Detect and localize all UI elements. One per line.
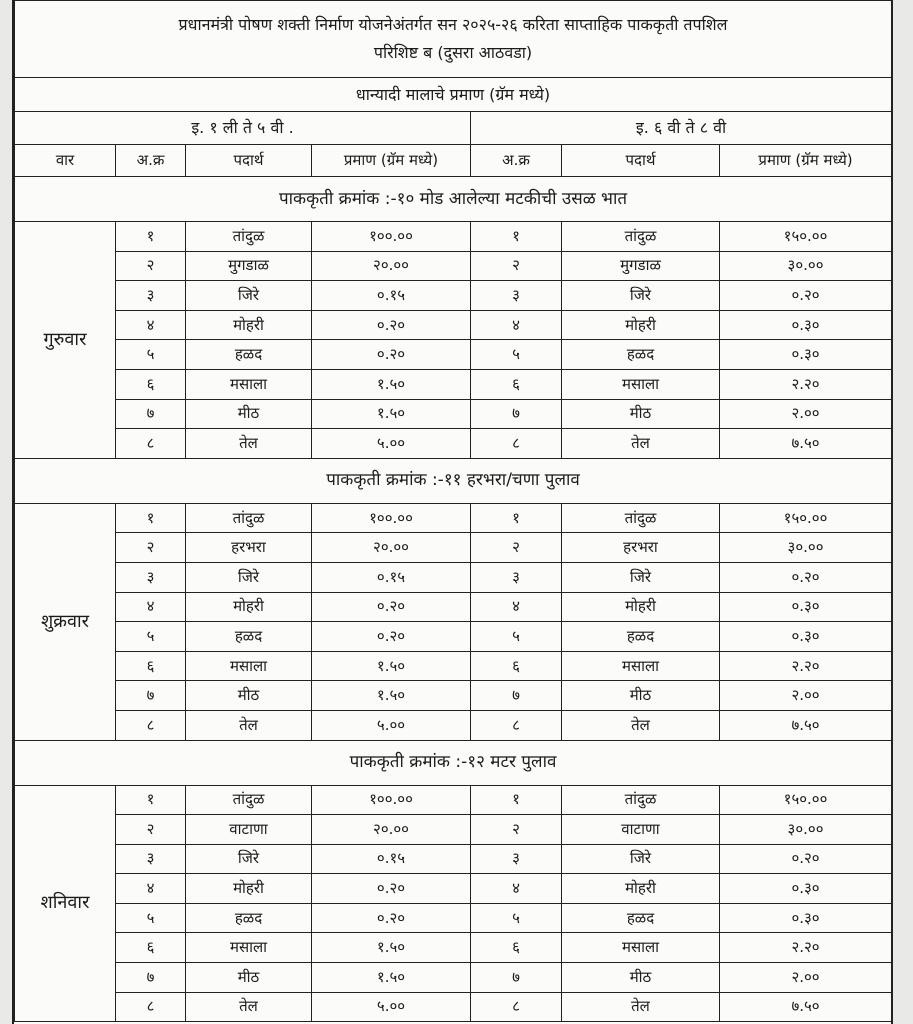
sr-cell-2: ४ (471, 592, 562, 622)
qty-low-cell: ०.१५ (312, 281, 471, 311)
item-cell: मीठ (186, 399, 312, 429)
table-row (15, 310, 892, 340)
sr-cell: २ (116, 815, 186, 845)
item-cell-2: मसाला (562, 369, 720, 399)
sr-cell: ५ (116, 340, 186, 370)
item-cell-2: मीठ (562, 399, 720, 429)
title-row (15, 1, 892, 78)
sr-cell: ७ (116, 963, 186, 993)
item-cell-2: मसाला (562, 933, 720, 963)
sr-cell-2: २ (471, 533, 562, 563)
sr-cell-2: ७ (471, 399, 562, 429)
qty-low-cell: १.५० (312, 681, 471, 711)
col-qty-low: प्रमाण (ग्रॅम मध्ये) (312, 145, 471, 177)
sr-cell: ६ (116, 933, 186, 963)
sr-cell: ४ (116, 592, 186, 622)
qty-high-cell: ०.३० (720, 903, 892, 933)
qty-high-cell: ७.५० (720, 429, 892, 459)
col-sr-2: अ.क्र (471, 145, 562, 177)
qty-high-cell: ०.२० (720, 844, 892, 874)
sr-cell: ३ (116, 562, 186, 592)
table-row (15, 622, 892, 652)
sr-cell: ७ (116, 399, 186, 429)
sr-cell: ४ (116, 310, 186, 340)
table-row (15, 681, 892, 711)
table-row (15, 399, 892, 429)
item-cell: मोहरी (186, 592, 312, 622)
qty-high-cell: ०.२० (720, 281, 892, 311)
qty-low-cell: १.५० (312, 933, 471, 963)
col-item-2: पदार्थ (562, 145, 720, 177)
qty-high-cell: ३०.०० (720, 251, 892, 281)
item-cell-2: मीठ (562, 681, 720, 711)
item-cell-2: तेल (562, 992, 720, 1022)
sr-cell-2: ८ (471, 429, 562, 459)
table-row (15, 503, 892, 533)
day-cell: शुक्रवार (15, 503, 116, 740)
item-cell: तेल (186, 710, 312, 740)
recipe-title-row (15, 458, 892, 503)
day-cell: शनिवार (15, 785, 116, 1022)
sr-cell: २ (116, 533, 186, 563)
qty-low-cell: ०.२० (312, 903, 471, 933)
qty-high-cell: ०.३० (720, 310, 892, 340)
qty-high-cell: १५०.०० (720, 222, 892, 252)
item-cell: जिरे (186, 562, 312, 592)
qty-high-cell: ७.५० (720, 992, 892, 1022)
qty-low-cell: १.५० (312, 399, 471, 429)
col-qty-high: प्रमाण (ग्रॅम मध्ये) (720, 145, 892, 177)
item-cell: तांदुळ (186, 222, 312, 252)
sr-cell: १ (116, 222, 186, 252)
col-day: वार (15, 145, 116, 177)
qty-low-cell: १.५० (312, 651, 471, 681)
sr-cell: ५ (116, 903, 186, 933)
sr-cell-2: ७ (471, 963, 562, 993)
item-cell: जिरे (186, 281, 312, 311)
sr-cell: ६ (116, 369, 186, 399)
sr-cell-2: २ (471, 815, 562, 845)
sr-cell-2: ६ (471, 369, 562, 399)
qty-low-cell: १.५० (312, 369, 471, 399)
qty-low-cell: २०.०० (312, 251, 471, 281)
document-title (15, 1, 892, 78)
item-cell: तेल (186, 992, 312, 1022)
recipe-title-row (15, 740, 892, 785)
item-cell-2: तेल (562, 429, 720, 459)
sr-cell-2: १ (471, 222, 562, 252)
sr-cell: ८ (116, 429, 186, 459)
column-header-row (15, 145, 892, 177)
qty-high-cell: ०.३० (720, 592, 892, 622)
qty-low-cell: ०.१५ (312, 562, 471, 592)
table-row (15, 429, 892, 459)
qty-high-cell: ७.५० (720, 710, 892, 740)
recipe-table (14, 0, 892, 1022)
table-row (15, 281, 892, 311)
sr-cell-2: ८ (471, 992, 562, 1022)
qty-high-cell: १५०.०० (720, 503, 892, 533)
qty-high-cell: २.२० (720, 651, 892, 681)
table-row (15, 592, 892, 622)
sr-cell-2: ७ (471, 681, 562, 711)
qty-low-cell: ०.२० (312, 622, 471, 652)
table-row (15, 815, 892, 845)
item-cell-2: तांदुळ (562, 785, 720, 815)
subtitle-row (15, 78, 892, 112)
sr-cell-2: ४ (471, 874, 562, 904)
qty-low-cell: २०.०० (312, 815, 471, 845)
item-cell-2: वाटाणा (562, 815, 720, 845)
table-row (15, 844, 892, 874)
item-cell: मसाला (186, 369, 312, 399)
qty-high-cell: २.२० (720, 933, 892, 963)
sr-cell-2: ६ (471, 651, 562, 681)
sr-cell: १ (116, 503, 186, 533)
sr-cell-2: ८ (471, 710, 562, 740)
sr-cell: ८ (116, 710, 186, 740)
item-cell: हळद (186, 903, 312, 933)
col-item: पदार्थ (186, 145, 312, 177)
sr-cell-2: ५ (471, 903, 562, 933)
item-cell: हळद (186, 340, 312, 370)
qty-low-cell: ०.१५ (312, 844, 471, 874)
table-row (15, 562, 892, 592)
qty-low-cell: ५.०० (312, 992, 471, 1022)
qty-low-cell: १.५० (312, 963, 471, 993)
table-row (15, 933, 892, 963)
item-cell: तेल (186, 429, 312, 459)
table-row (15, 251, 892, 281)
item-cell-2: मसाला (562, 651, 720, 681)
table-row (15, 651, 892, 681)
item-cell: तांदुळ (186, 503, 312, 533)
sr-cell-2: ५ (471, 622, 562, 652)
table-row (15, 874, 892, 904)
item-cell: मसाला (186, 651, 312, 681)
item-cell-2: मोहरी (562, 310, 720, 340)
item-cell-2: जिरे (562, 562, 720, 592)
item-cell: वाटाणा (186, 815, 312, 845)
sr-cell: १ (116, 785, 186, 815)
sr-cell: ३ (116, 281, 186, 311)
document-sheet (12, 0, 893, 1024)
qty-low-cell: ०.२० (312, 592, 471, 622)
sr-cell-2: १ (471, 785, 562, 815)
qty-low-cell: १००.०० (312, 222, 471, 252)
item-cell-2: हळद (562, 622, 720, 652)
qty-high-cell: २.०० (720, 399, 892, 429)
qty-high-cell: ०.३० (720, 340, 892, 370)
qty-high-cell: ३०.०० (720, 815, 892, 845)
sr-cell-2: ३ (471, 844, 562, 874)
qty-low-cell: ५.०० (312, 429, 471, 459)
qty-high-cell: ३०.०० (720, 533, 892, 563)
sr-cell: २ (116, 251, 186, 281)
sr-cell: ६ (116, 651, 186, 681)
item-cell-2: मीठ (562, 963, 720, 993)
item-cell: मोहरी (186, 874, 312, 904)
table-row (15, 369, 892, 399)
item-cell: मोहरी (186, 310, 312, 340)
sr-cell-2: ६ (471, 933, 562, 963)
sr-cell: ४ (116, 874, 186, 904)
qty-low-cell: ५.०० (312, 710, 471, 740)
sr-cell-2: ४ (471, 310, 562, 340)
standard-high-header: इ. ६ वी ते ८ वी (471, 112, 892, 145)
qty-high-cell: २.०० (720, 681, 892, 711)
title-line-2: परिशिष्ट ब (दुसरा आठवडा) (373, 43, 533, 62)
sr-cell: ३ (116, 844, 186, 874)
item-cell: हरभरा (186, 533, 312, 563)
item-cell: जिरे (186, 844, 312, 874)
sr-cell-2: ३ (471, 562, 562, 592)
qty-high-cell: ०.२० (720, 562, 892, 592)
qty-low-cell: ०.२० (312, 340, 471, 370)
item-cell-2: मोहरी (562, 874, 720, 904)
item-cell-2: मुगडाळ (562, 251, 720, 281)
item-cell: मसाला (186, 933, 312, 963)
qty-low-cell: ०.२० (312, 310, 471, 340)
item-cell-2: तांदुळ (562, 222, 720, 252)
table-row (15, 963, 892, 993)
qty-low-cell: १००.०० (312, 785, 471, 815)
item-cell: मीठ (186, 963, 312, 993)
recipe-title: पाककृती क्रमांक :-१२ मटर पुलाव (15, 740, 892, 785)
sr-cell: ५ (116, 622, 186, 652)
item-cell-2: जिरे (562, 844, 720, 874)
qty-low-cell: १००.०० (312, 503, 471, 533)
item-cell: तांदुळ (186, 785, 312, 815)
table-row (15, 992, 892, 1022)
table-row (15, 903, 892, 933)
recipe-title-row (15, 177, 892, 222)
qty-high-cell: ०.३० (720, 874, 892, 904)
table-row (15, 533, 892, 563)
item-cell-2: जिरे (562, 281, 720, 311)
qty-high-cell: २.२० (720, 369, 892, 399)
qty-low-cell: ०.२० (312, 874, 471, 904)
standard-row (15, 112, 892, 145)
title-line-1: प्रधानमंत्री पोषण शक्ती निर्माण योजनेअंतर्गत सन २०२५-२६ करिता साप्ताहिक पाककृती तपशिल (178, 15, 728, 34)
standard-low-header: इ. १ ली ते ५ वी . (15, 112, 471, 145)
day-cell: गुरुवार (15, 222, 116, 459)
sr-cell-2: २ (471, 251, 562, 281)
table-row (15, 785, 892, 815)
item-cell-2: हरभरा (562, 533, 720, 563)
table-row (15, 340, 892, 370)
sr-cell-2: ३ (471, 281, 562, 311)
col-sr: अ.क्र (116, 145, 186, 177)
item-cell-2: हळद (562, 340, 720, 370)
qty-high-cell: २.०० (720, 963, 892, 993)
item-cell-2: हळद (562, 903, 720, 933)
sr-cell: ७ (116, 681, 186, 711)
qty-high-cell: १५०.०० (720, 785, 892, 815)
table-row (15, 710, 892, 740)
item-cell-2: तेल (562, 710, 720, 740)
item-cell-2: तांदुळ (562, 503, 720, 533)
sr-cell: ८ (116, 992, 186, 1022)
item-cell: मीठ (186, 681, 312, 711)
sr-cell-2: १ (471, 503, 562, 533)
item-cell: मुगडाळ (186, 251, 312, 281)
item-cell: हळद (186, 622, 312, 652)
qty-high-cell: ०.३० (720, 622, 892, 652)
table-row (15, 222, 892, 252)
subtitle: धान्यादी मालाचे प्रमाण (ग्रॅम मध्ये) (15, 78, 892, 112)
qty-low-cell: २०.०० (312, 533, 471, 563)
sr-cell-2: ५ (471, 340, 562, 370)
recipe-title: पाककृती क्रमांक :-१० मोड आलेल्या मटकीची उसळ भात (15, 177, 892, 222)
item-cell-2: मोहरी (562, 592, 720, 622)
recipe-title: पाककृती क्रमांक :-११ हरभरा/चणा पुलाव (15, 458, 892, 503)
